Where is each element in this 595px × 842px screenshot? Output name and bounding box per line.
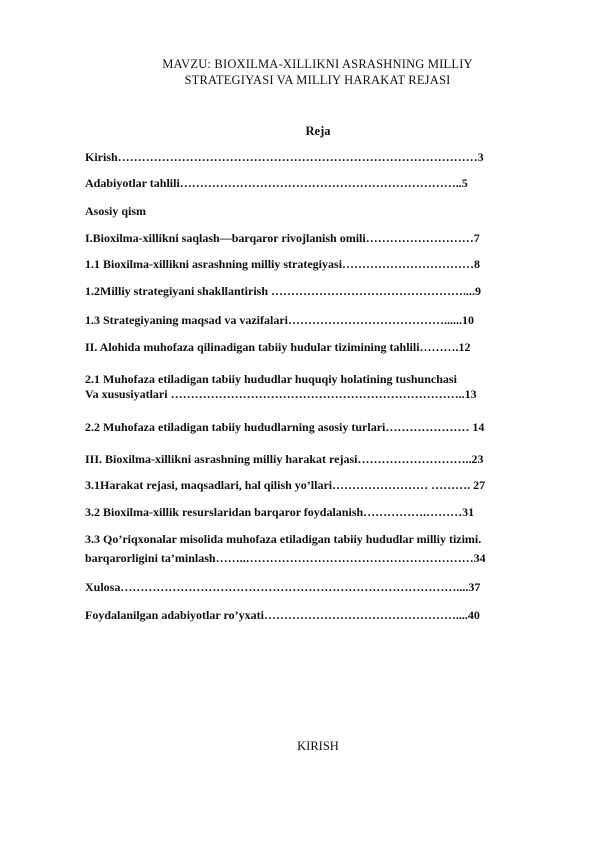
toc-line: I.Bioxilma-xillikni saqlash—barqaror rivojlanish omili………………………7 — [85, 231, 480, 245]
document-title — [60, 56, 575, 88]
toc-line: 1.2Milliy strategiyani shakllantirish …………………………………………....9 — [85, 284, 482, 298]
toc-line: Foydalanilgan adabiyotlar ro’yxati…………………………………………....40 — [85, 608, 480, 622]
title-line-1: MAVZU: BIOXILMA-XILLIKNI ASRASHNING MILLIY — [162, 57, 473, 71]
toc-line: 3.2 Bioxilma-xillik resurslaridan barqaror foydalanish…………….………31 — [85, 505, 475, 519]
toc-line: 1.1 Bioxilma-xillikni asrashning milliy strategiyasi……………………………8 — [85, 257, 481, 271]
reja-heading: Reja — [305, 124, 331, 138]
toc-line: Kirish………………………………………………………………………………3 — [85, 150, 484, 164]
toc-line: 3.1Harakat rejasi, maqsadlari, hal qilish yo’llari…………………… ………. 27 — [85, 478, 486, 492]
toc-line: 3.3 Qo’riqxonalar misolida muhofaza etiladigan tabiiy hududlar milliy tizimi. — [85, 532, 482, 546]
toc-line: Adabiyotlar tahlili……………………………………………………………..5 — [85, 176, 468, 190]
toc-line: III. Bioxilma-xillikni asrashning milliy harakat rejasi………………………..23 — [85, 452, 484, 466]
toc-line: 2.2 Muhofaza etiladigan tabiiy hududlarning asosiy turlari………………… 14 — [85, 420, 485, 434]
title-line-2: STRATEGIYASI VA MILLIY HARAKAT REJASI — [184, 73, 451, 87]
section-heading-kirish: KIRISH — [297, 739, 339, 753]
toc-line: Va xususiyatlari ………………………………………………………………..13 — [85, 387, 477, 401]
toc-line: barqarorligini ta’minlash……..…………………………………………………34 — [85, 551, 486, 565]
toc-line: 1.3 Strategiyaning maqsad va vazifalari…………………………………......10 — [85, 313, 474, 327]
toc-line: Xulosa…………………………………………………………………………....37 — [85, 580, 481, 594]
toc-line: Asosiy qism — [85, 204, 147, 218]
toc-line: II. Alohida muhofaza qilinadigan tabiiy hudular tizimining tahlili……….12 — [85, 340, 471, 354]
toc-line: 2.1 Muhofaza etiladigan tabiiy hududlar huquqiy holatining tushunchasi — [85, 372, 457, 386]
